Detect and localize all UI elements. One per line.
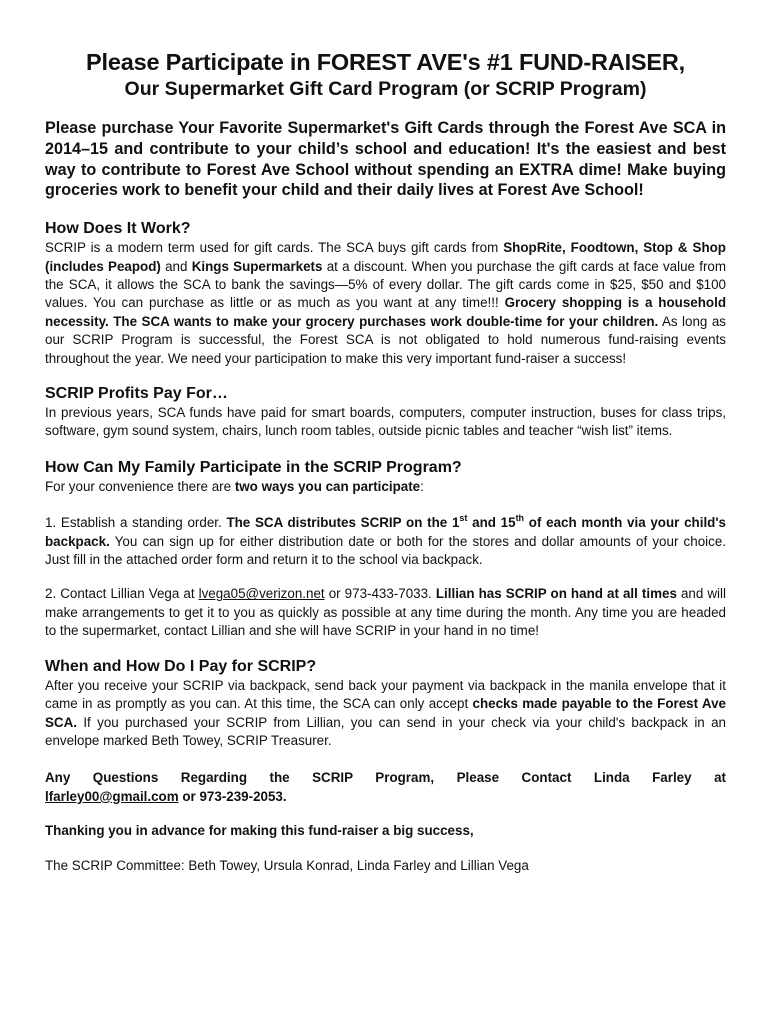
bold-run: and 15 bbox=[467, 515, 516, 531]
how-it-works-section bbox=[45, 219, 726, 368]
bold-run: Kings Supermarkets bbox=[191, 258, 323, 274]
text-run: As long as our SCRIP Program is successful, the Forest SCA is not obligated to hold numerous fund-raising events throughout the year. We need your participation to make this very important fund-raiser a success! bbox=[45, 313, 726, 366]
text-run: or 973-433-7033. bbox=[324, 586, 436, 602]
committee-line: The SCRIP Committee: Beth Towey, Ursula Konrad, Linda Farley and Lillian Vega bbox=[45, 857, 529, 873]
document-page bbox=[45, 48, 726, 875]
bold-run: ShopRite, Foodtown, Stop & Shop (includes Peapod) bbox=[45, 240, 726, 274]
participate-intro bbox=[45, 478, 726, 496]
intro-paragraph: Please purchase Your Favorite Supermarket's Gift Cards through the Forest Ave SCA in 2014–15 and contribute to your child’s school and education! It's the easiest and best way to contribute to Forest Ave School without spending an EXTRA dime! Make buying groceries work to benefit your child and their daily lives at Forest Ave School! bbox=[45, 119, 726, 200]
text-run: and will make arrangements to get it to you as quickly as possible at any time during the month. Any time you are headed to the supermarket, contact Lillian and she will have SCRIP in your hand in no time! bbox=[45, 586, 726, 639]
linda-email-link[interactable]: lfarley00@gmail.com bbox=[45, 788, 179, 804]
text-run: or 973-239-2053. bbox=[178, 788, 287, 804]
option-standing-order bbox=[45, 514, 726, 569]
text-run: After you receive your SCRIP via backpack, send back your payment via backpack in the manila envelope that it came in as promptly as you can. At this time, the SCA can only accept bbox=[45, 677, 726, 712]
text-run: SCRIP is a modern term used for gift cards. The SCA buys gift cards from bbox=[45, 240, 504, 256]
payment-paragraph bbox=[45, 677, 726, 751]
profits-heading: SCRIP Profits Pay For… bbox=[45, 385, 228, 403]
participate-section bbox=[45, 458, 726, 641]
bold-run: Grocery shopping is a household necessity. The SCA wants to make your grocery purchases work double-time for your children. bbox=[45, 295, 726, 329]
page-subtitle: Our Supermarket Gift Card Program (or SCRIP Program) bbox=[124, 78, 647, 100]
bold-run: of each month via your child's backpack. bbox=[45, 515, 726, 549]
page-title: Please Participate in FOREST AVE's #1 FUND-RAISER, bbox=[86, 49, 685, 75]
thanks-line: Thanking you in advance for making this fund-raiser a big success, bbox=[45, 823, 474, 839]
text-run: at a discount. When you purchase the gift cards at face value from the SCA, it allows the SCA to bank the savings—5% of every dollar. The gift cards come in $25, $50 and $100 values. You can purchase as little or as much as you want at any time!!! bbox=[45, 258, 727, 311]
payment-heading: When and How Do I Pay for SCRIP? bbox=[45, 657, 317, 675]
how-it-works-paragraph bbox=[45, 239, 726, 368]
text-run: 2. Contact Lillian Vega at bbox=[45, 586, 199, 602]
text-run: For your convenience there are bbox=[45, 478, 235, 494]
text-run: : bbox=[420, 478, 424, 494]
how-it-works-heading: How Does It Work? bbox=[45, 220, 191, 238]
lillian-email-link[interactable]: lvega05@verizon.net bbox=[198, 586, 325, 602]
superscript: th bbox=[515, 512, 525, 523]
bold-run: two ways you can participate bbox=[234, 478, 421, 494]
bold-run: checks made payable to the Forest Ave SCA. bbox=[45, 696, 726, 730]
profits-section bbox=[45, 384, 726, 441]
questions-text: Any Questions Regarding the SCRIP Program, Please Contact Linda Farley at bbox=[45, 770, 726, 786]
text-run: If you purchased your SCRIP from Lillian, you can send in your check via your child's backpack in an envelope marked Beth Towey, SCRIP Treasurer. bbox=[45, 714, 726, 748]
questions-paragraph bbox=[45, 769, 726, 806]
text-run: You can sign up for either distribution date or both for the stores and dollar amounts of your choice. Just fill in the attached order form and return it to the school via backpack. bbox=[45, 533, 726, 568]
option-contact-lillian bbox=[45, 585, 726, 640]
payment-section bbox=[45, 657, 726, 751]
profits-paragraph: In previous years, SCA funds have paid for smart boards, computers, computer instruction, buses for class trips, software, gym sound system, chairs, lunch room tables, outside picnic tables and teacher “wish list” items. bbox=[45, 405, 726, 439]
text-run: and bbox=[160, 258, 192, 274]
participate-heading: How Can My Family Participate in the SCRIP Program? bbox=[45, 458, 462, 476]
bold-run: Lillian has SCRIP on hand at all times bbox=[435, 586, 677, 602]
superscript: st bbox=[459, 512, 468, 523]
bold-run: The SCA distributes SCRIP on the 1 bbox=[226, 515, 460, 531]
text-run: 1. Establish a standing order. bbox=[45, 515, 227, 531]
